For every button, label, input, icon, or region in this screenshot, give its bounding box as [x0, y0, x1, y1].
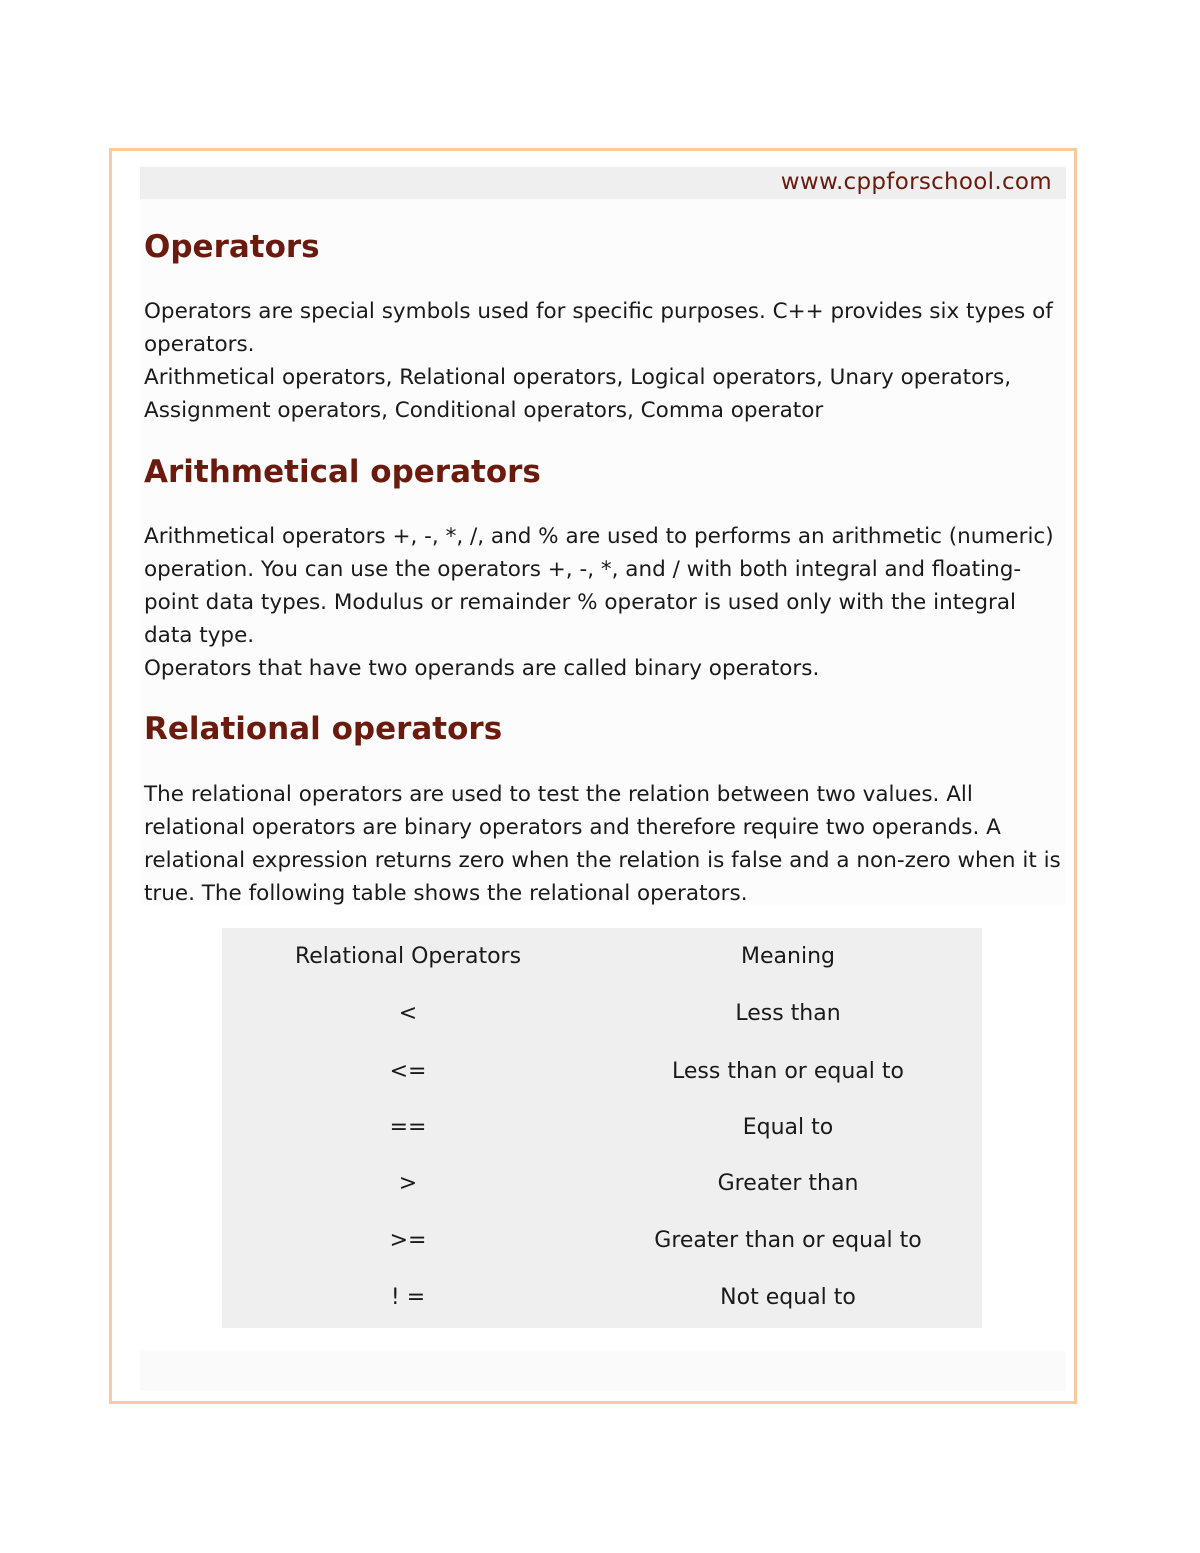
paragraph: Operators that have two operands are called binary operators. [144, 656, 820, 681]
relational-operators-table [222, 928, 982, 1328]
footer-band [140, 1351, 1066, 1391]
meaning-cell: Less than [735, 1001, 841, 1026]
paragraph: Operators are special symbols used for specific purposes. C++ provides six types of operators. [144, 299, 1053, 357]
table-row [222, 1108, 982, 1148]
section-relational-body [144, 778, 1064, 910]
table-header-cell: Relational Operators [294, 944, 522, 969]
meaning-cell: Greater than [717, 1171, 859, 1196]
meaning-cell: Greater than or equal to [654, 1228, 922, 1253]
paragraph: The relational operators are used to test the relation between two values. All relational operators are binary operators and therefore require two operands. A relational expression returns zero when the relation is false and a non-zero when it is true. The following table shows the relational operators. [144, 782, 1061, 906]
heading-relational-operators: Relational operators [144, 711, 503, 747]
paragraph: Arithmetical operators +, -, *, /, and % are used to performs an arithmetic (numeric) operation. You can use the operators +, -, *, and / with both integral and floating-point data types. Modulus or remainder % operator is used only with the integral data type. [144, 524, 1054, 648]
table-row [222, 994, 982, 1034]
site-header-bar [140, 167, 1066, 199]
meaning-cell: Less than or equal to [672, 1059, 904, 1084]
operator-cell: == [389, 1115, 427, 1140]
section-operators-body [144, 295, 1064, 427]
site-url[interactable]: www.cppforschool.com [780, 169, 1052, 195]
table-row [222, 1052, 982, 1092]
table-row [222, 1164, 982, 1204]
table-row [222, 1278, 982, 1318]
heading-arithmetical-operators: Arithmetical operators [144, 454, 541, 490]
operator-cell: > [398, 1171, 418, 1196]
table-row [222, 1221, 982, 1261]
heading-operators: Operators [144, 229, 320, 265]
page-frame [109, 148, 1077, 1404]
meaning-cell: Not equal to [720, 1285, 856, 1310]
paragraph: Arithmetical operators, Relational operators, Logical operators, Unary operators, Assignment operators, Conditional operators, Comma operator [144, 365, 1012, 423]
operator-cell: >= [389, 1228, 427, 1253]
section-arithmetical-body [144, 520, 1064, 685]
operator-cell: ! = [390, 1285, 426, 1310]
meaning-cell: Equal to [742, 1115, 834, 1140]
operator-cell: <= [389, 1059, 427, 1084]
table-header-cell: Meaning [741, 944, 835, 969]
table-header-row [222, 937, 982, 977]
operator-cell: < [398, 1001, 418, 1026]
